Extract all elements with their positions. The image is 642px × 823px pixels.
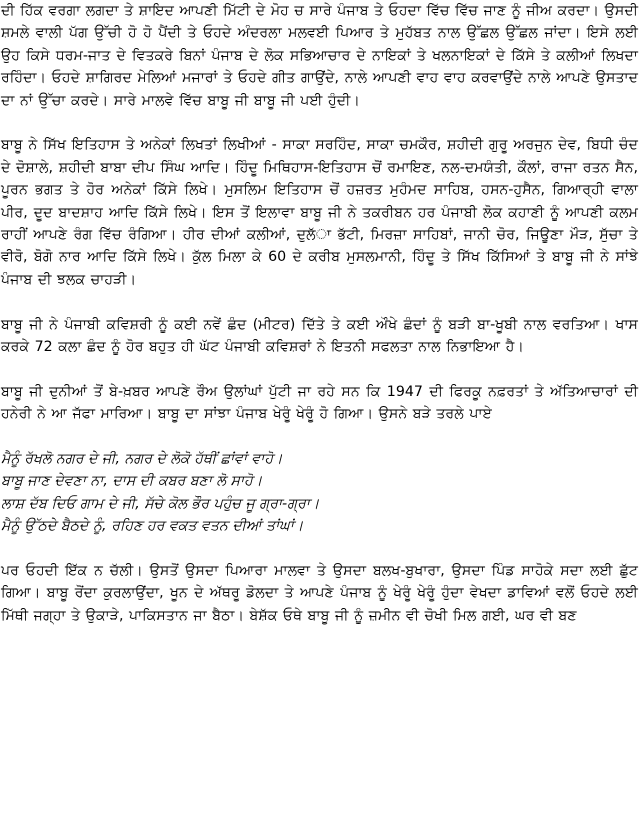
paragraph-3: ਬਾਬੂ ਜੀ ਨੇ ਪੰਜਾਬੀ ਕਵਿਸ਼ਰੀ ਨੂੰ ਕਈ ਨਵੇਂ ਛੰਦ (ਮੀਟਰ) ਦਿੱਤੇ ਤੇ ਕਈ ਔਖੇ ਛੰਦਾਂ ਨੂੰ ਬੜੀ ਬਾ-ਖੂਬੀ ਨਾਲ ਵਰਤਿਆ। ਖਾਸ ਕਰਕੇ 72 ਕਲਾ ਛੰਦ ਨੂੰ ਹੋਰ ਬਹੁਤ ਹੀ ਘੱਟ ਪੰਜਾਬੀ ਕਵਿਸ਼ਰਾਂ ਨੇ ਇਤਨੀ ਸਫਲਤਾ ਨਾਲ ਨਿਭਾਇਆ ਹੈ।: [1, 316, 638, 356]
paragraph-gap: [1, 538, 638, 560]
verse-line-1: ਮੈਨੂੰ ਰੱਖਲੋ ਨਗਰ ਦੇ ਜੀ, ਨਗਰ ਦੇ ਲੋਕੋ ਹੱਥੀਂ ਛਾਂਵਾਂ ਵਾਹੋ।: [1, 451, 283, 468]
paragraph-gap: [1, 291, 638, 313]
verse-line-3: ਲਾਸ਼ ਦੱਬ ਦਿਓ ਗਾਮ ਦੇ ਜੀ, ਸੱਚੇ ਕੋਲ ਭੌਰ ਪਹੁੰਚ ਜੂ ਗ੍ਰਾ-ਗ੍ਰਾ।: [1, 495, 320, 512]
paragraph-final: ਪਰ ਓਹਦੀ ਇੱਕ ਨ ਚੱਲੀ। ਉਸਤੋਂ ਉਸਦਾ ਪਿਆਰਾ ਮਾਲਵਾ ਤੇ ਉਸਦਾ ਬਲਖ-ਬੁਖਾਰਾ, ਉਸਦਾ ਪਿੰਡ ਸਾਹੋਕੇ ਸਦਾ ਲਈ ਛੁੱਟ ਗਿਆ। ਬਾਬੂ ਰੋਂਦਾ ਕੁਰਲਾਉਂਦਾ, ਖੂਨ ਦੇ ਅੱਥਰੂ ਡੋਲਦਾ ਤੇ ਆਪਣੇ ਪੰਜਾਬ ਨੂੰ ਖੇਰੂੰ ਖੇਰੂੰ ਹੁੰਦਾ ਵੇਖਦਾ ਡਾਵਿਆਂ ਵਲੋਂ ਓਹਦੇ ਲਈ ਮਿੱਥੀ ਜਗ੍ਹਾ ਤੇ ਉਕਾੜੇ, ਪਾਕਿਸਤਾਨ ਜਾ ਬੈਠਾ। ਬੇਸ਼ੱਕ ਓਥੇ ਬਾਬੂ ਜੀ ਨੂੰ ਜ਼ਮੀਨ ਵੀ ਚੋਖੀ ਮਿਲ ਗਈ, ਘਰ ਵੀ ਬਣ: [1, 563, 638, 624]
paragraph-2: ਬਾਬੂ ਨੇ ਸਿੱਖ ਇਤਿਹਾਸ ਤੇ ਅਨੇਕਾਂ ਲਿਖਤਾਂ ਲਿਖੀਆਂ - ਸਾਕਾ ਸਰਹਿੰਦ, ਸਾਕਾ ਚਮਕੌਰ, ਸ਼ਹੀਦੀ ਗੁਰੂ ਅਰਜੁਨ ਦੇਵ, ਬਿਧੀ ਚੰਦ ਦੇ ਦੋਸ਼ਾਲੇ, ਸ਼ਹੀਦੀ ਬਾਬਾ ਦੀਪ ਸਿੰਘ ਆਦਿ। ਹਿੰਦੂ ਮਿਥਿਹਾਸ-ਇਤਿਹਾਸ ਚੋਂ ਰਮਾਇਣ, ਨਲ-ਦਮਯੰਤੀ, ਕੌਲਾਂ, ਰਾਜਾ ਰਤਨ ਸੈਨ, ਪੂਰਨ ਭਗਤ ਤੇ ਹੋਰ ਅਨੇਕਾਂ ਕਿੱਸੇ ਲਿਖੇ। ਮੁਸਲਿਮ ਇਤਿਹਾਸ ਚੋਂ ਹਜ਼ਰਤ ਮੁਹੰਮਦ ਸਾਹਿਬ, ਹਸਨ-ਹੁਸੈਨ, ਗਿਆਰ੍ਹੀ ਵਾਲਾ ਪੀਰ, ਦੂਦ ਬਾਦਸ਼ਾਹ ਆਦਿ ਕਿੱਸੇ ਲਿਖੇ। ਇਸ ਤੋਂ ਇਲਾਵਾ ਬਾਬੂ ਜੀ ਨੇ ਤਕਰੀਬਨ ਹਰ ਪੰਜਾਬੀ ਲੋਕ ਕਹਾਣੀ ਨੂੰ ਆਪਣੀ ਕਲਮ ਰਾਹੀਂ ਆਪਣੇ ਰੰਗ ਵਿੱਚ ਰੰਗਿਆ। ਹੀਰ ਦੀਆਂ ਕਲੀਆਂ, ਦੁਲੱਾ ਭੱਟੀ, ਮਿਰਜ਼ਾ ਸਾਹਿਬਾਂ, ਜਾਨੀ ਚੋਰ, ਜਿਊਣਾ ਮੌੜ, ਸੁੱਚਾ ਤੇ ਵੀਰੋ, ਬੋਗੋ ਨਾਰ ਆਦਿ ਕਿੱਸੇ ਲਿਖੇ। ਕੁੱਲ ਮਿਲਾ ਕੇ 60 ਦੇ ਕਰੀਬ ਮੁਸਲਮਾਨੀ, ਹਿੰਦੂ ਤੇ ਸਿੱਖ ਕਿੱਸਿਆਂ ਤੇ ਬਾਬੂ ਜੀ ਨੇ ਸਾਂਝੇ ਪੰਜਾਬ ਦੀ ਝਲਕ ਚਾਹੜੀ।: [1, 137, 638, 288]
paragraph-1: ਦੀ ਹਿੱਕ ਵਰਗਾ ਲਗਦਾ ਤੇ ਸ਼ਾਇਦ ਆਪਣੀ ਮਿੱਟੀ ਦੇ ਮੋਹ ਚ ਸਾਰੇ ਪੰਜਾਬ ਤੇ ਓਹਦਾ ਵਿੱਚ ਵਿੱਚ ਜਾਣ ਨੂੰ ਜੀਅ ਕਰਦਾ। ਉਸਦੀ ਸ਼ਮਲੇ ਵਾਲੀ ਪੱਗ ਉੱਚੀ ਹੋ ਹੋ ਪੈਂਦੀ ਤੇ ਓਹਦੇ ਅੰਦਰਲਾ ਮਲਵਈ ਪਿਆਰ ਤੇ ਮੁਹੱਬਤ ਨਾਲ ਉੱਛਲ ਉੱਛਲ ਜਾਂਦਾ। ਇਸੇ ਲਈ ਉਹ ਕਿਸੇ ਧਰਮ-ਜਾਤ ਦੇ ਵਿਤਕਰੇ ਬਿਨਾਂ ਪੰਜਾਬ ਦੇ ਲੋਕ ਸਭਿਆਚਾਰ ਦੇ ਨਾਇਕਾਂ ਤੇ ਖਲਨਾਇਕਾਂ ਦੇ ਕਿੱਸੇ ਤੇ ਕਲੀਆਂ ਲਿਖਦਾ ਰਹਿੰਦਾ। ਓਹਦੇ ਸ਼ਾਗਿਰਦ ਮੇਲਿਆਂ ਮਜਾਰਾਂ ਤੇ ਓਹਦੇ ਗੀਤ ਗਾਉਂਦੇ, ਨਾਲੇ ਆਪਣੀ ਵਾਹ ਵਾਹ ਕਰਵਾਉਂਦੇ ਨਾਲੇ ਆਪਣੇ ਉਸਤਾਦ ਦਾ ਨਾਂ ਉੱਚਾ ਕਰਦੇ। ਸਾਰੇ ਮਾਲਵੇ ਵਿੱਚ ਬਾਬੂ ਜੀ ਬਾਬੂ ਜੀ ਪਈ ਹੁੰਦੀ।: [1, 3, 638, 109]
verse-block: [1, 448, 638, 538]
paragraph-gap: [1, 426, 638, 448]
paragraph-gap: [1, 112, 638, 134]
verse-line-4: ਮੈਨੂੰ ਉੱਠਦੇ ਬੈਠਦੇ ਨੂੰ, ਰਹਿਣ ਹਰ ਵਕਤ ਵਤਨ ਦੀਆਂ ਤਾਂਘਾਂ।: [1, 518, 304, 535]
verse-line-2: ਬਾਬੂ ਜਾਣ ਦੇਵਣਾ ਨਾ, ਦਾਸ ਦੀ ਕਬਰ ਬਣਾ ਲੋ ਸਾਹੋ।: [1, 473, 263, 490]
paragraph-gap: [1, 358, 638, 380]
paragraph-4: ਬਾਬੂ ਜੀ ਦੁਨੀਆਂ ਤੋਂ ਬੇ-ਖ਼ਬਰ ਆਪਣੇ ਰੌਅ ਉਲਾਂਘਾਂ ਪੁੱਟੀ ਜਾ ਰਹੇ ਸਨ ਕਿ 1947 ਦੀ ਫਿਰਕੂ ਨਫ਼ਰਤਾਂ ਤੇ ਅੱਤਿਆਚਾਰਾਂ ਦੀ ਹਨੇਰੀ ਨੇ ਆ ਜੱਫਾ ਮਾਰਿਆ। ਬਾਬੂ ਦਾ ਸਾਂਝਾ ਪੰਜਾਬ ਖੇਰੂੰ ਖੇਰੂੰ ਹੋ ਗਿਆ। ਉਸਨੇ ਬੜੇ ਤਰਲੇ ਪਾਏ: [1, 383, 638, 423]
